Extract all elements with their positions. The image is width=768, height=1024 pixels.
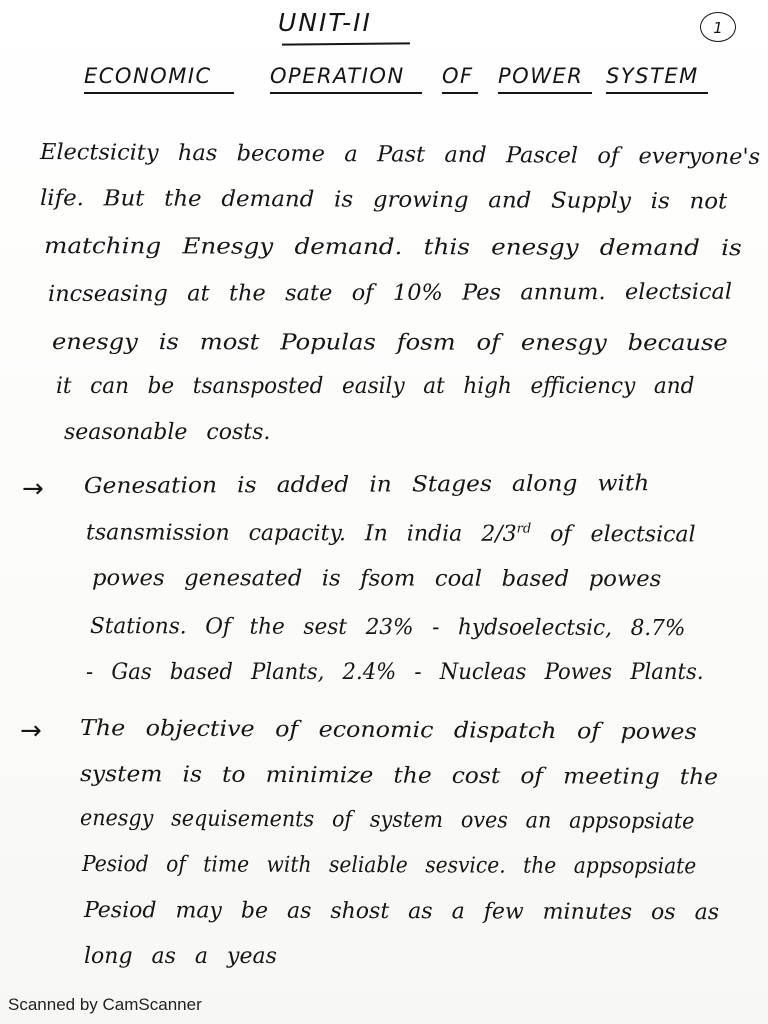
bullet-line: Pesiod of time with seliable sesvice. the appsopsiate [81, 852, 697, 880]
title-word-power: POWER [498, 64, 592, 94]
paragraph-line: Electsicity has become a Past and Pascel of everyone's [39, 140, 761, 170]
paragraph-line: enesgy is most Populas fosm of enesgy because [51, 330, 728, 357]
arrow-bullet-icon: → [20, 716, 42, 746]
bullet-line: Stations. Of the sest 23% - hydsoelectsic, 8.7% [89, 614, 686, 642]
bullet-line: Pesiod may be as shost as a few minutes os as [83, 898, 720, 926]
bullet-line: powes genesated is fsom coal based powes [91, 566, 662, 592]
title-word-economic: ECONOMIC [84, 64, 234, 94]
title-word-operation: OPERATION [270, 64, 422, 94]
bullet-line-part: of electsical [531, 521, 696, 548]
unit-heading: UNIT-II [278, 8, 372, 37]
bullet-line: system is to minimize the cost of meeting the [79, 762, 719, 791]
superscript-rd: rd [516, 521, 532, 537]
paragraph-line: seasonable costs. [64, 420, 271, 445]
page-number-badge: 1 [700, 12, 736, 42]
title-word-system: SYSTEM [606, 64, 708, 94]
arrow-bullet-icon: → [22, 474, 44, 504]
paragraph-line: it can be tsansposted easily at high efficiency and [56, 374, 695, 399]
scanner-watermark: Scanned by CamScanner [8, 995, 202, 1014]
paragraph-line: matching Enesgy demand. this enesgy demand is [43, 234, 742, 262]
bullet-line-part: tsansmission capacity. In india 2/3 [85, 520, 517, 547]
bullet-line: The objective of economic dispatch of powes [79, 716, 697, 745]
unit-underline [282, 42, 410, 45]
title-word-of: OF [442, 64, 478, 94]
paragraph-line: life. But the demand is growing and Supply is not [39, 186, 728, 215]
paragraph-line: incseasing at the sate of 10% Pes annum. electsical [47, 279, 733, 307]
bullet-line: Genesation is added in Stages along with [83, 471, 650, 499]
bullet-line: long as a yeas [84, 944, 277, 969]
bullet-line: - Gas based Plants, 2.4% - Nucleas Powes Plants. [86, 660, 704, 685]
bullet-line [86, 520, 696, 547]
bullet-line: enesgy sequisements of system oves an appsopsiate [79, 806, 695, 835]
